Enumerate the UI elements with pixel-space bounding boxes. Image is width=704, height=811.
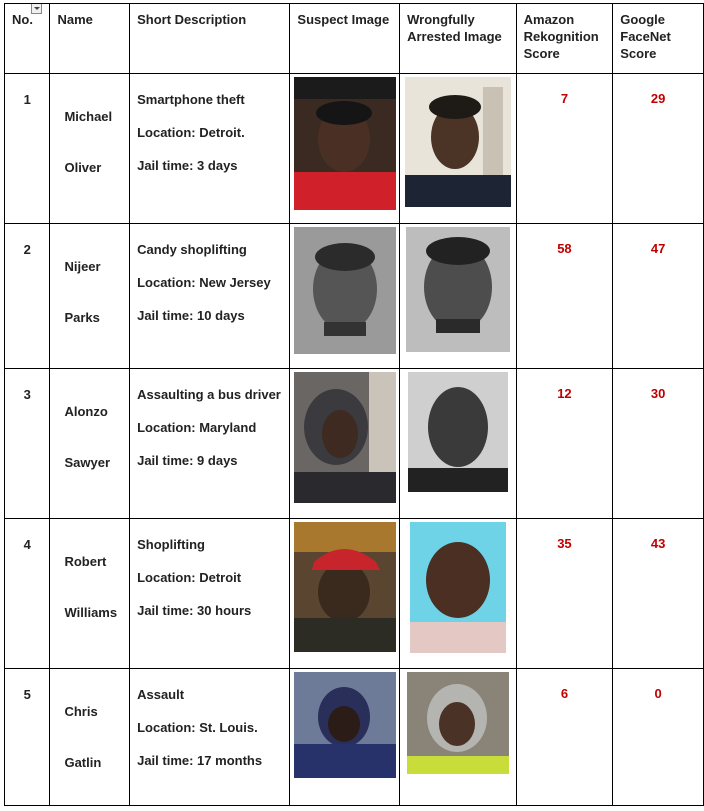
table-row [5,369,704,519]
google-facenet-score: 0 [613,669,704,806]
suspect-photo [294,77,396,210]
table-row [5,74,704,224]
wrongful-image-cell [400,224,517,369]
wrongful-image-cell [400,669,517,806]
table-row [5,519,704,669]
table-row [5,224,704,369]
person-name: Chris Gatlin [50,669,130,806]
amazon-rekognition-score: 58 [516,224,613,369]
amazon-rekognition-score: 35 [516,519,613,669]
suspect-image-cell [290,369,400,519]
suspect-photo [294,522,396,652]
wrongfully-arrested-photo [407,672,509,774]
suspect-image-cell [290,669,400,806]
suspect-image-cell [290,224,400,369]
header-wrongful-image: Wrongfully Arrested Image [400,4,517,74]
header-description: Short Description [130,4,290,74]
person-name: Michael Oliver [50,74,130,224]
suspect-image-cell [290,519,400,669]
row-number: 1 [5,74,50,224]
header-row [5,4,704,74]
amazon-rekognition-score: 7 [516,74,613,224]
suspect-photo [294,672,396,778]
amazon-rekognition-score: 6 [516,669,613,806]
google-facenet-score: 29 [613,74,704,224]
wrongfully-arrested-photo [406,227,510,352]
case-description: Shoplifting Location: Detroit Jail time: 30 hours [130,519,290,669]
person-name: Robert Williams [50,519,130,669]
wrongful-arrests-table [4,3,704,806]
row-number: 3 [5,369,50,519]
wrongfully-arrested-photo [405,77,511,207]
header-amazon-score: Amazon Rekognition Score [516,4,613,74]
table-row [5,669,704,806]
case-description: Smartphone theft Location: Detroit. Jail time: 3 days [130,74,290,224]
google-facenet-score: 43 [613,519,704,669]
row-number: 2 [5,224,50,369]
amazon-rekognition-score: 12 [516,369,613,519]
row-number: 4 [5,519,50,669]
wrongful-image-cell [400,519,517,669]
wrongfully-arrested-photo [410,522,506,653]
header-suspect-image: Suspect Image [290,4,400,74]
row-number: 5 [5,669,50,806]
google-facenet-score: 30 [613,369,704,519]
wrongfully-arrested-photo [408,372,508,492]
header-no: No. [5,4,50,74]
header-google-score: Google FaceNet Score [613,4,704,74]
case-description: Candy shoplifting Location: New Jersey Jail time: 10 days [130,224,290,369]
header-name: Name [50,4,130,74]
case-description: Assaulting a bus driver Location: Maryland Jail time: 9 days [130,369,290,519]
suspect-photo [294,372,396,503]
person-name: Nijeer Parks [50,224,130,369]
wrongful-image-cell [400,74,517,224]
wrongful-image-cell [400,369,517,519]
suspect-image-cell [290,74,400,224]
person-name: Alonzo Sawyer [50,369,130,519]
google-facenet-score: 47 [613,224,704,369]
suspect-photo [294,227,396,354]
case-description: Assault Location: St. Louis. Jail time: 17 months [130,669,290,806]
